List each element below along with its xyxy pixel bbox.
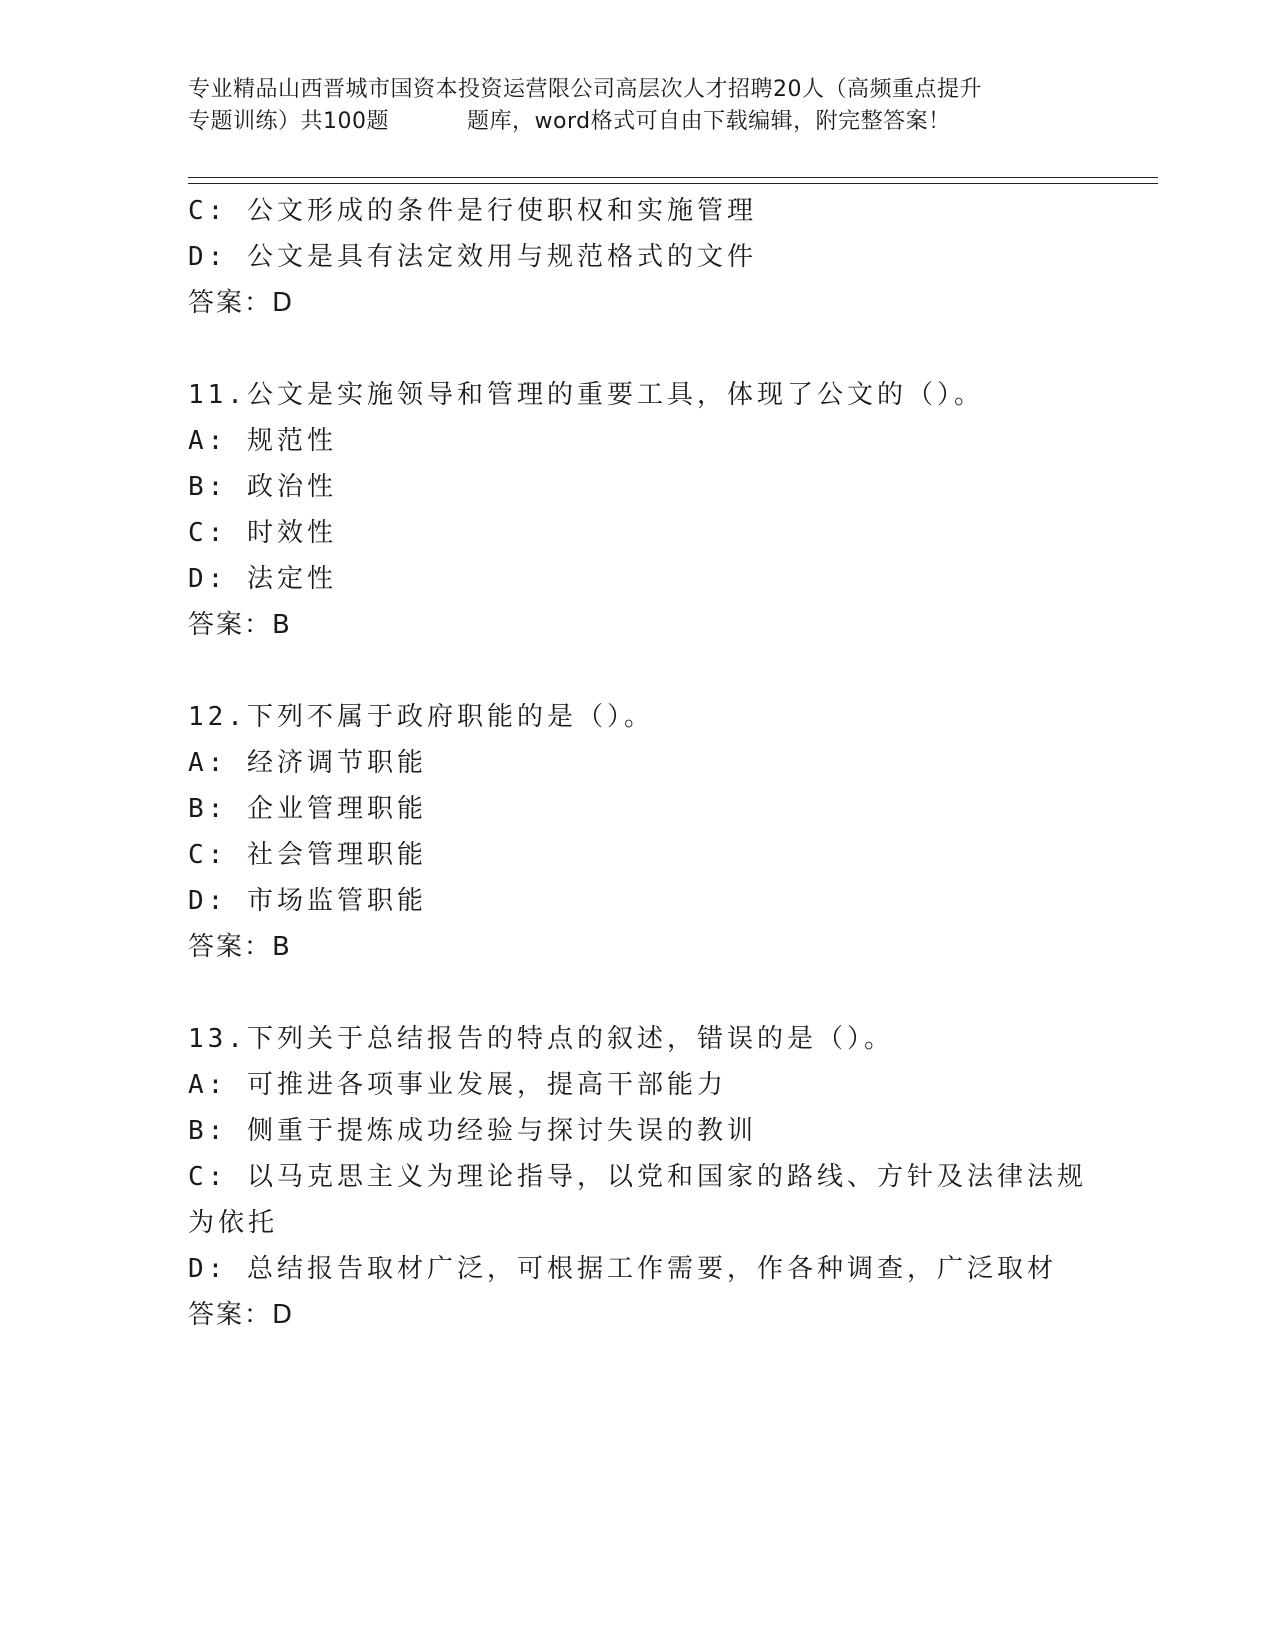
header-title-line2-part2: 题库，word格式可自由下载编辑，附完整答案！ xyxy=(467,109,951,134)
question-block-prev xyxy=(188,188,1088,326)
question-block-13 xyxy=(188,1016,1088,1338)
answer-line: 答案：D xyxy=(188,1300,295,1330)
answer-line: 答案：B xyxy=(188,932,292,962)
option-d: D: 法定性 xyxy=(188,564,337,594)
option-c: C: 公文形成的条件是行使职权和实施管理 xyxy=(188,196,757,226)
option-b: B: 企业管理职能 xyxy=(188,794,427,824)
option-a: A: 可推进各项事业发展，提高干部能力 xyxy=(188,1070,727,1100)
answer-line: 答案：B xyxy=(188,610,292,640)
question-block-12 xyxy=(188,694,1088,970)
option-d: D: 公文是具有法定效用与规范格式的文件 xyxy=(188,242,757,272)
question-list xyxy=(188,188,1088,1338)
answer-line: 答案：D xyxy=(188,288,295,318)
question-text: 11.公文是实施领导和管理的重要工具，体现了公文的（）。 xyxy=(188,380,984,410)
option-a: A: 经济调节职能 xyxy=(188,748,427,778)
option-d: D: 总结报告取材广泛，可根据工作需要，作各种调查，广泛取材 xyxy=(188,1254,1057,1284)
option-b: B: 政治性 xyxy=(188,472,337,502)
header-divider-top xyxy=(188,177,1158,178)
header-divider-bottom xyxy=(188,183,1158,184)
option-d: D: 市场监管职能 xyxy=(188,886,427,916)
option-c: C: 以马克思主义为理论指导，以党和国家的路线、方针及法律法规为依托 xyxy=(188,1162,1087,1238)
option-b: B: 侧重于提炼成功经验与探讨失误的教训 xyxy=(188,1116,757,1146)
option-a: A: 规范性 xyxy=(188,426,337,456)
question-text: 12.下列不属于政府职能的是（）。 xyxy=(188,702,654,732)
header-title-line1: 专业精品山西晋城市国资本投资运营限公司高层次人才招聘20人（高频重点提升 xyxy=(188,77,982,102)
header-title-line2-part1: 专题训练）共100题 xyxy=(188,109,389,134)
option-c: C: 时效性 xyxy=(188,518,337,548)
header-title-line2 xyxy=(188,106,1088,138)
question-block-11 xyxy=(188,372,1088,648)
option-c: C: 社会管理职能 xyxy=(188,840,427,870)
question-text: 13.下列关于总结报告的特点的叙述，错误的是（）。 xyxy=(188,1024,894,1054)
document-header xyxy=(188,74,1088,138)
